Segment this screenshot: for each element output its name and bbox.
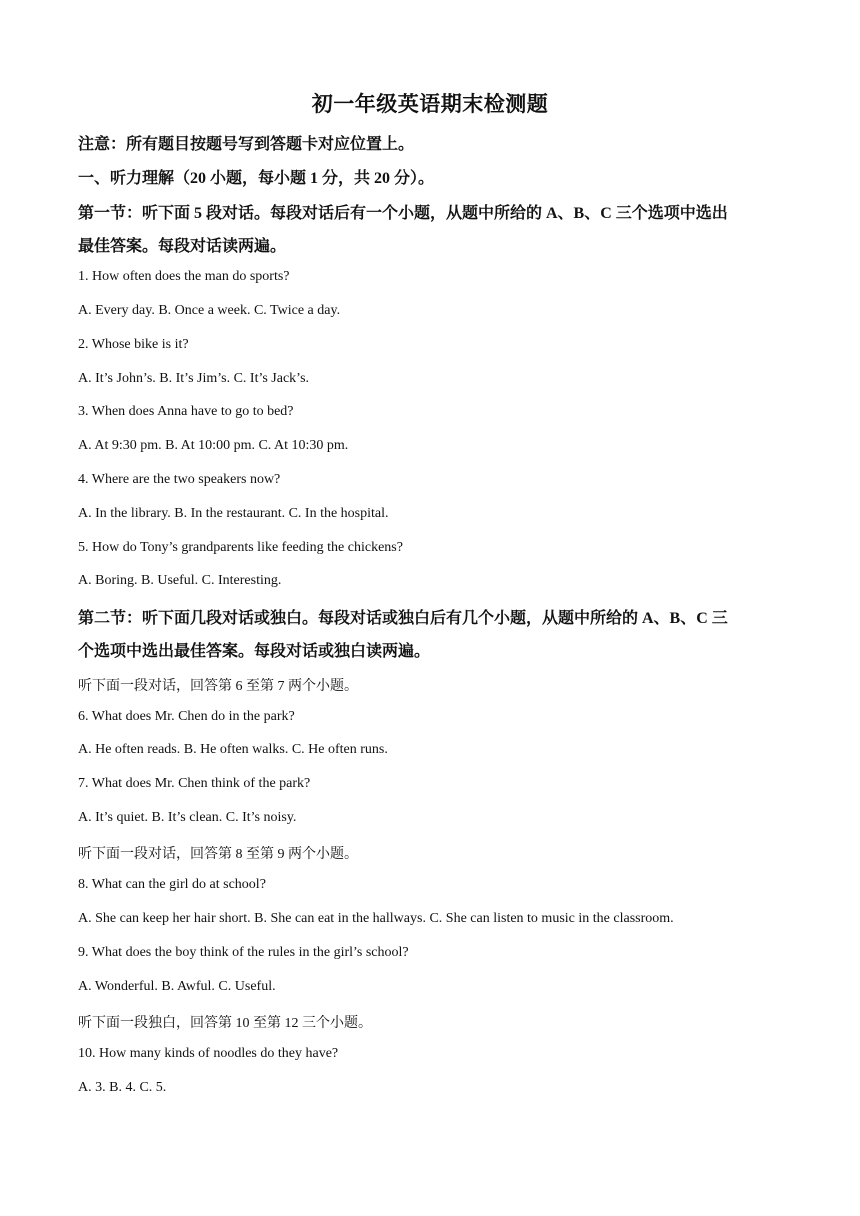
part-one-instructions-cont: 最佳答案。每段对话读两遍。 [78,238,287,255]
question-10: 10. How many kinds of noodles do they have? [78,1046,339,1061]
options-4: A. In the library. B. In the restaurant. C. In the hospital. [78,506,389,521]
question-7: 7. What does Mr. Chen think of the park? [78,776,311,791]
options-8: A. She can keep her hair short. B. She can eat in the hallways. C. She can listen to music in the classroom. [78,911,674,926]
options-5: A. Boring. B. Useful. C. Interesting. [78,573,282,588]
question-4: 4. Where are the two speakers now? [78,472,281,487]
options-1: A. Every day. B. Once a week. C. Twice a day. [78,303,341,318]
options-6: A. He often reads. B. He often walks. C. He often runs. [78,742,388,757]
dialogue-intro-8-9: 听下面一段对话，回答第 8 至第 9 两个小题。 [78,847,358,862]
question-9: 9. What does the boy think of the rules in the girl’s school? [78,945,409,960]
question-5: 5. How do Tony’s grandparents like feeding the chickens? [78,540,403,555]
options-7: A. It’s quiet. B. It’s clean. C. It’s noisy. [78,810,297,825]
options-9: A. Wonderful. B. Awful. C. Useful. [78,979,276,994]
part-two-instructions: 第二节：听下面几段对话或独白。每段对话或独白后有几个小题，从题中所给的 A、B、C 三 [78,610,728,627]
options-3: A. At 9:30 pm. B. At 10:00 pm. C. At 10:30 pm. [78,438,349,453]
monologue-intro-10-12: 听下面一段独白，回答第 10 至第 12 三个小题。 [78,1016,372,1031]
options-10: A. 3. B. 4. C. 5. [78,1080,167,1095]
part-one-instructions: 第一节：听下面 5 段对话。每段对话后有一个小题，从题中所给的 A、B、C 三个选项中选出 [78,205,728,222]
notice-line: 注意：所有题目按题号写到答题卡对应位置上。 [78,136,415,153]
options-2: A. It’s John’s. B. It’s Jim’s. C. It’s Jack’s. [78,371,310,386]
section-one-heading: 一、听力理解（20 小题，每小题 1 分，共 20 分）。 [78,170,435,187]
page-title: 初一年级英语期末检测题 [311,92,549,116]
question-3: 3. When does Anna have to go to bed? [78,404,294,419]
part-two-instructions-cont: 个选项中选出最佳答案。每段对话或独白读两遍。 [78,643,431,660]
question-6: 6. What does Mr. Chen do in the park? [78,709,295,724]
question-2: 2. Whose bike is it? [78,337,189,352]
question-1: 1. How often does the man do sports? [78,269,290,284]
question-8: 8. What can the girl do at school? [78,877,266,892]
dialogue-intro-6-7: 听下面一段对话，回答第 6 至第 7 两个小题。 [78,679,358,694]
